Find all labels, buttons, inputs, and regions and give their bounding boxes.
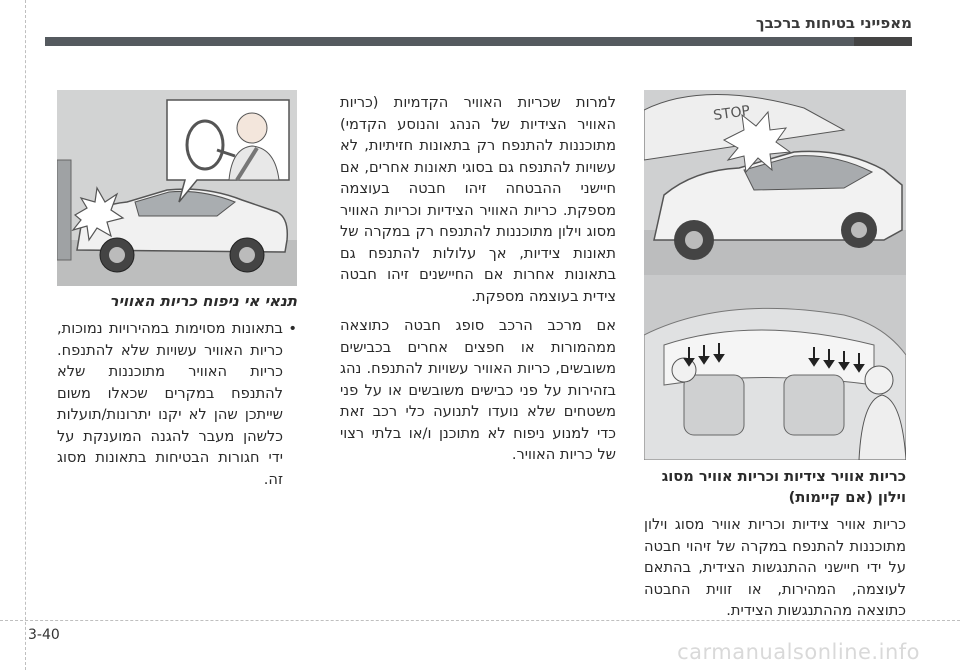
watermark: carmanualsonline.info — [677, 640, 920, 664]
rough-road-paragraph: אם מרכב הרכב סופג חבטה כתוצאה ממהמורות או חפצים אחרים בכבישים משובשים, כריות האוויר עשויות להתנפח. נהג בזהירות על פני כבישים משובשים או על פני משטחים שלא נועדו לתנועה כלי רכב זאת כדי למנוע ניפוח לא מתוכנן ו/או בלתי רצוי של כריות האוויר. — [340, 317, 616, 463]
svg-text:STOP: STOP — [712, 102, 752, 124]
non-deployment-list — [57, 318, 297, 490]
middle-column — [340, 92, 616, 466]
footer-line — [0, 620, 960, 621]
side-curtain-caption: כריות אוויר צידיות וכריות אוויר מסוג וילון (אם קיימות) — [661, 468, 906, 506]
low-speed-collision-illustration — [57, 90, 297, 286]
page-header-title: מאפייני בטיחות ברכבך — [755, 14, 912, 32]
right-column — [644, 466, 906, 622]
side-curtain-paragraph: כריות אוויר צידיות וכריות אוויר מסוג וילון מתוכננות להתנפח במקרה של זיהוי חבטה על ידי חיישני ההתנגשות הצידית, בהתאם לעוצמה, המהירות, או זווית החבטה כתוצאה מההתנגשות הצידית. — [644, 516, 906, 619]
non-deployment-subheading: תנאי אי ניפוח כריות האוויר — [109, 292, 297, 310]
front-airbag-paragraph: למרות שכריות האוויר הקדמיות (כריות האוויר הצידיות של הנהג והנוסע הקדמי) מתוכננות להתנפח רק בתאונות חזיתיות, לא עשויות להתנפח גם בסוגי תאונות אחרים, אם חיישני ההבטחה זיהו חבטה בעוצמה מספקת. כריות האוויר הצידיות וכריות האוויר מסוג וילון מתוכננות להתנפח רק במקרה של תאונות צידיות, אך עלולות להתנפח גם בתאונות אחרות אם החיישנים זיהו חבטה צידית בעוצמה מספקת. — [340, 94, 616, 305]
page-edge-line — [25, 0, 26, 670]
side-impact-illustration — [644, 90, 906, 275]
non-deployment-bullet: • בתאונות מסוימות במהירויות נמוכות, כריות האוויר עשויות שלא להתנפח. כריות האוויר מתוכננות שלא להתנפח במקרים שכאלו משום שייתכן שהן לא יקנו יתרונות/תועלות כלשהן מעבר להגנה המוענקת על ידי חגורות הבטיחות בתאונות מסוג זה. — [57, 318, 297, 490]
left-column — [57, 318, 297, 490]
curtain-airbag-illustration — [644, 275, 906, 460]
header-bar — [45, 37, 912, 46]
page-number: 3-40 — [28, 627, 60, 643]
